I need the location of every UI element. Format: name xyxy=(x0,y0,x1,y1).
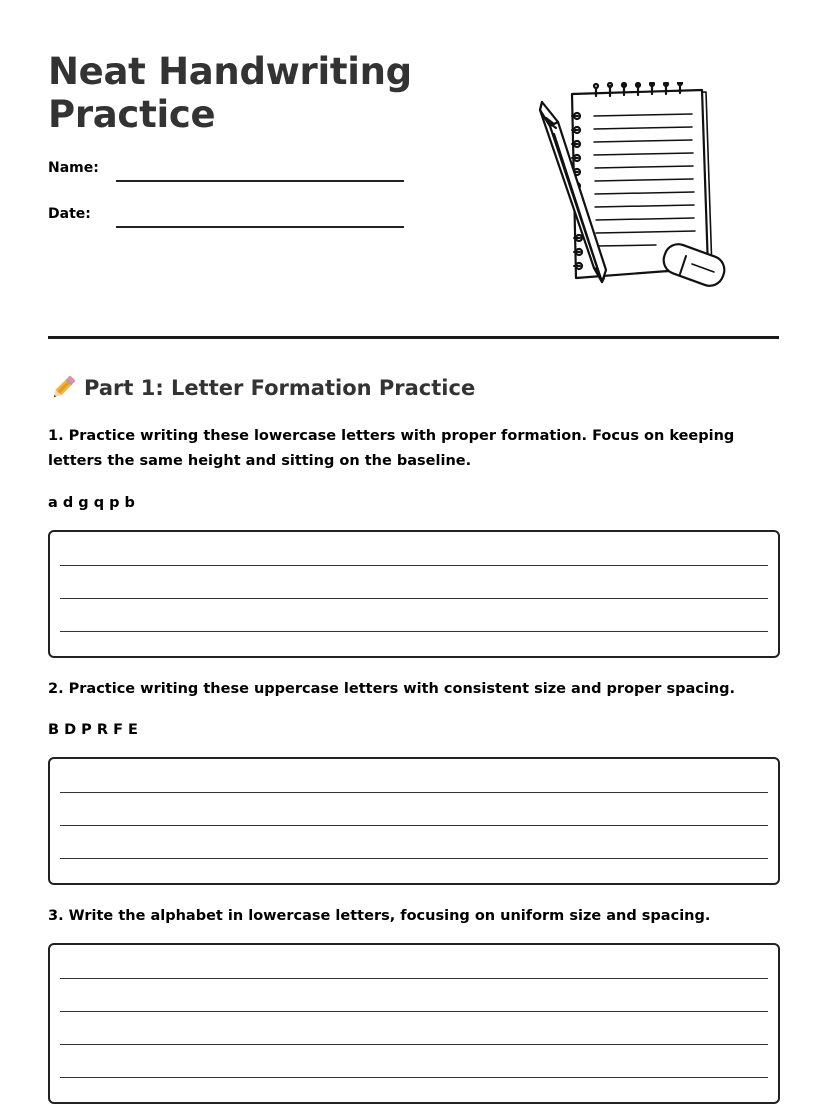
question-1-text: 1. Practice writing these lowercase letters with proper formation. Focus on keeping letters the same height and sitting on the baseline. xyxy=(48,428,735,469)
page-title xyxy=(48,50,468,136)
notepad-with-pencil-and-eraser-icon xyxy=(528,82,740,294)
question-2-letters: B D P R F E xyxy=(48,722,138,738)
date-field xyxy=(48,206,408,236)
writing-line xyxy=(60,1077,768,1078)
writing-line xyxy=(60,978,768,979)
title-line-1: Neat Handwriting xyxy=(48,50,412,93)
pencil-emoji-icon xyxy=(48,373,78,403)
writing-line xyxy=(60,598,768,599)
question-3-text: 3. Write the alphabet in lowercase letters, focusing on uniform size and spacing. xyxy=(48,908,711,924)
writing-line xyxy=(60,1044,768,1045)
part-1-heading xyxy=(48,372,475,404)
writing-line xyxy=(60,631,768,632)
section-divider xyxy=(48,336,779,339)
answer-box-1[interactable] xyxy=(48,530,780,658)
answer-box-2[interactable] xyxy=(48,757,780,885)
date-label: Date: xyxy=(48,206,91,222)
answer-box-3[interactable] xyxy=(48,943,780,1104)
question-2-text: 2. Practice writing these uppercase letters with consistent size and proper spacing. xyxy=(48,681,736,697)
writing-line xyxy=(60,1011,768,1012)
writing-line xyxy=(60,858,768,859)
question-1-letters: a d g q p b xyxy=(48,495,135,511)
date-write-line[interactable] xyxy=(116,226,404,228)
writing-line xyxy=(60,825,768,826)
writing-line xyxy=(60,565,768,566)
name-label: Name: xyxy=(48,160,99,176)
name-field xyxy=(48,160,408,190)
writing-line xyxy=(60,792,768,793)
name-write-line[interactable] xyxy=(116,180,404,182)
title-line-2: Practice xyxy=(48,93,216,136)
part-1-heading-text: Part 1: Letter Formation Practice xyxy=(84,376,476,400)
